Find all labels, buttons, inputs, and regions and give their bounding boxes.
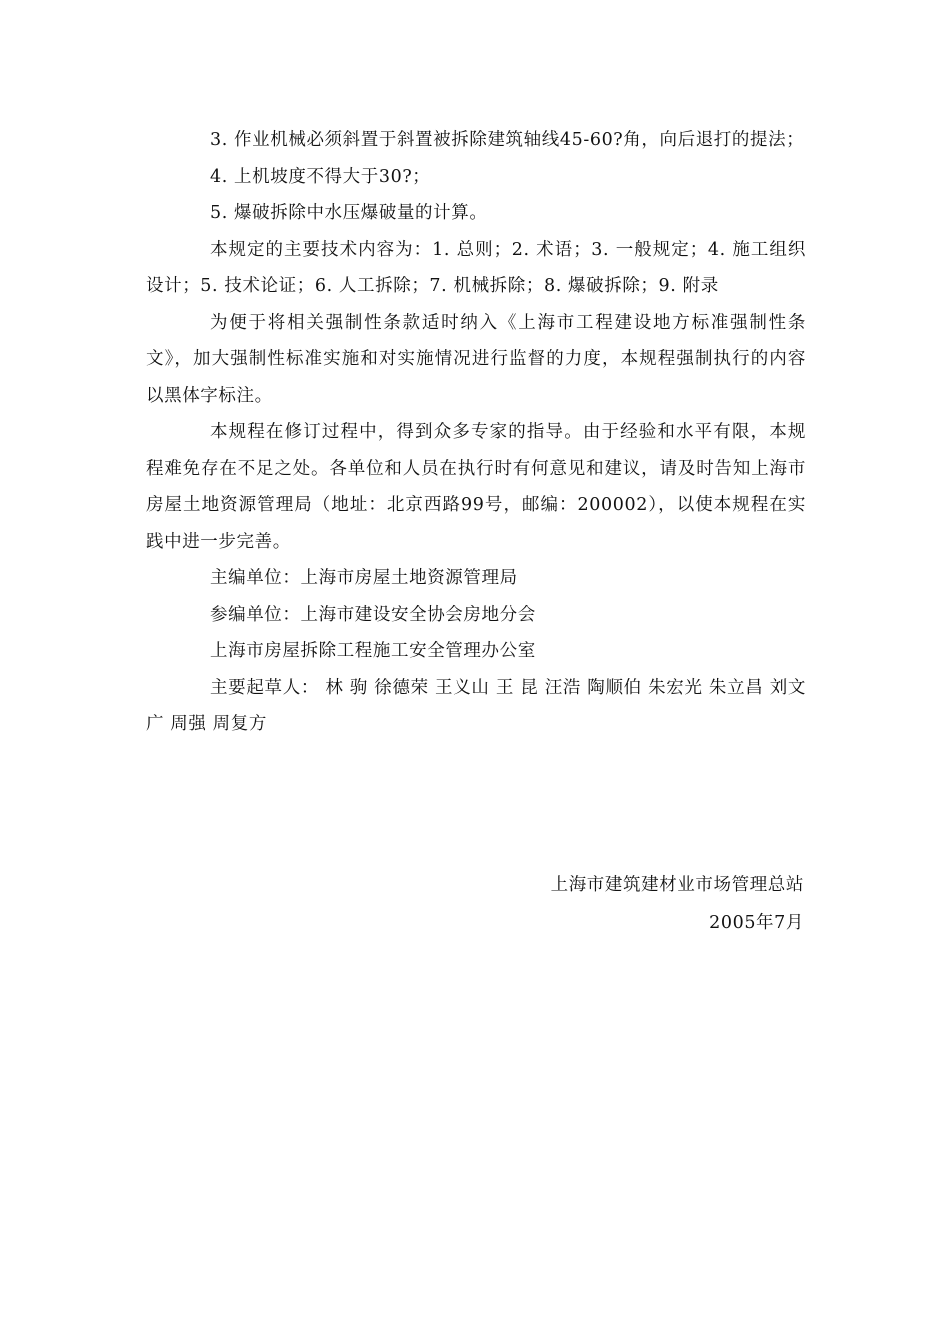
revision-feedback-paragraph: 本规程在修订过程中，得到众多专家的指导。由于经验和水平有限，本规程难免存在不足之处。各单位和人员在执行时有何意见和建议，请及时告知上海市房屋土地资源管理局（地址：北京西路99号，邮编：200002），以使本规程在实践中进一步完善。 <box>146 422 806 552</box>
paragraph-item-3: 3. 作业机械必须斜置于斜置被拆除建筑轴线45-60?角，向后退打的提法； <box>210 130 805 150</box>
participating-unit-office: 上海市房屋拆除工程施工安全管理办公室 <box>210 641 536 661</box>
chief-editor-unit: 主编单位：上海市房屋土地资源管理局 <box>210 568 518 588</box>
paragraph-item-4: 4. 上机坡度不得大于30?； <box>210 166 431 187</box>
participating-unit: 参编单位：上海市建设安全协会房地分会 <box>210 604 536 625</box>
signature-organization: 上海市建筑建材业市场管理总站 <box>550 875 804 895</box>
document-body <box>146 122 806 743</box>
main-drafters: 主要起草人： 林 驹 徐德荣 王义山 王 昆 汪浩 陶顺伯 朱宏光 朱立昌 刘文广 周强 周复方 <box>146 677 807 734</box>
technical-contents-paragraph: 本规定的主要技术内容为：1. 总则；2. 术语；3. 一般规定；4. 施工组织设计；5. 技术论证；6. 人工拆除；7. 机械拆除；8. 爆破拆除；9. 附录 <box>146 239 806 296</box>
paragraph-item-5: 5. 爆破拆除中水压爆破量的计算。 <box>210 203 488 223</box>
signature-block <box>551 866 804 942</box>
mandatory-clauses-paragraph: 为便于将相关强制性条款适时纳入《上海市工程建设地方标准强制性条文》，加大强制性标准实施和对实施情况进行监督的力度，本规程强制执行的内容以黑体字标注。 <box>146 312 806 406</box>
signature-date: 2005年7月 <box>709 913 804 933</box>
